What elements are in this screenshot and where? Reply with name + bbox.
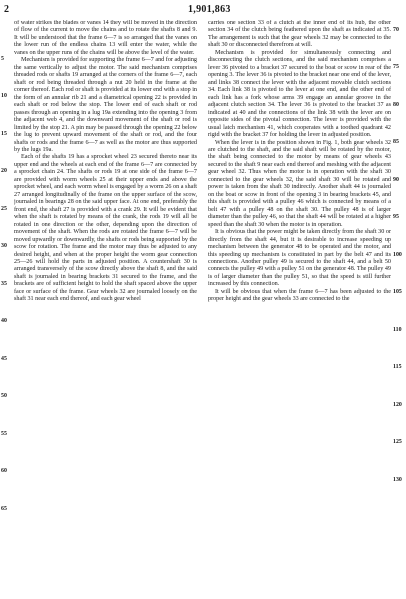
line-number: 5 (1, 56, 4, 62)
line-number: 65 (1, 506, 7, 512)
line-number: 75 (393, 64, 399, 70)
left-text-column (14, 20, 197, 594)
paragraph: carries one section 33 of a clutch at the inner end of its hub, the other section 34 of the clutch being feathered upon the shaft as indicated at 35. The arrangement is such that the gear wheels 32 may be connected to the shaft 30 or disconnected therefrom at will. (208, 20, 391, 49)
line-number: 100 (393, 252, 402, 258)
line-number: 90 (393, 177, 399, 183)
right-text-column (208, 20, 391, 594)
line-number: 85 (393, 139, 399, 145)
line-number: 80 (393, 102, 399, 108)
line-number: 115 (393, 364, 402, 370)
line-number: 25 (1, 206, 7, 212)
line-number: 120 (393, 402, 402, 408)
paragraph: It is obvious that the power might be taken directly from the shaft 30 or directly from the shaft 44, but it is desirable to increase speeding up mechanism between the generator 48 to be operated and the motor, and this speeding up mechanism is constituted in part by the belt 47 and its connections. Another pulley 49 is secured to the shaft 44, and a belt 50 connects the pulley 49 with a pulley 51 on the generator 48. The pulley 49 is of larger diameter than the pulley 51, so that the speed is still further increased by this connection. (208, 229, 391, 288)
line-number: 10 (1, 93, 7, 99)
line-number: 110 (393, 327, 402, 333)
line-number: 55 (1, 431, 7, 437)
line-number: 15 (1, 131, 7, 137)
line-number: 60 (1, 468, 7, 474)
page-number: 2 (4, 4, 9, 15)
line-number: 20 (1, 168, 7, 174)
line-number: 50 (1, 393, 7, 399)
line-number: 35 (1, 281, 7, 287)
patent-number: 1,901,863 (188, 4, 231, 15)
line-number: 105 (393, 289, 402, 295)
paragraph: Mechanism is provided for supporting the frame 6—7 and for adjusting the same vertically to adjust the motor. The said mechanism comprises threaded rods or shafts 19 arranged at the corners of the frame 6—7, each shaft or rod being threaded through a nut 20 held in the frame at the corner thereof. Each rod or shaft is provided at its lower end with a stop in the form of an annular rib 21 and a diametrical opening 22 is provided in each shaft or rod below the stop. The lower end of each shaft or rod passes through an opening in a lug 19a extending into the opening 3 from the adjacent web 4, and the downward movement of the shaft or rod is limited by the stop 21. A pin may be passed through the opening 22 below the lug to prevent upward movement of the shaft or rod, and the four shafts or rods and the frame 6—7 as well as the motor are thus supported by the lugs 19a. (14, 57, 197, 153)
line-number: 130 (393, 477, 402, 483)
line-number: 40 (1, 318, 7, 324)
line-number: 95 (393, 214, 399, 220)
paragraph: When the lever is in the position shown in Fig. 1, both gear wheels 32 are clutched to the shaft, and the said shaft will be rotated by the motor, the shaft being connected to the motor by means of gear wheels 43 secured to the shaft 9 near each end thereof and meshing with the adjacent gear wheel 32. Thus when the motor is in operation with the shaft 30 connected to the gear wheels 32, the said shaft 30 will be rotated and power is taken from the shaft 30 indirectly. Another shaft 44 is journaled on the boat or scow in front of the opening 3 in bearing brackets 45, and this shaft is provided with a pulley 46 which is connected by means of a belt 47 with a pulley 48 on the shaft 30. The pulley 48 is of larger diameter than the pulley 46, so that the shaft 44 will be rotated at a higher speed than the shaft 30 when the motor is in operation. (208, 139, 391, 228)
paragraph: Each of the shafts 19 has a sprocket wheel 23 secured thereto near its upper end and the wheels at each end of the frame 6—7 are connected by a sprocket chain 24. The shafts or rods 19 at one side of the frame 6—7 are provided with worm wheels 25 at their upper ends and above the sprocket wheel, and each worm wheel is engaged by a worm 26 on a shaft 27 arranged longitudinally of the frame on the upper surface of the scow, journaled in bearings 28 on the said upper face. At one end, preferably the front end, the shaft 27 is provided with a crank 29. It will be evident that when the shaft is rotated by means of the crank, the rods 19 will all be rotated in one direction or the other, depending upon the direction of movement of the shaft. When the rods are rotated the frame 6—7 will be moved upwardly or downwardly, the shafts or rods being supported by the scow for rotation. The frame and the motor may thus be adjusted to any desired height, and when at the proper height the worm gear connection 25—26 will hold the parts in adjusted position. A countershaft 30 is arranged transversely of the scow directly above the shaft 8, and the said shaft is journaled in bearing brackets 31 secured to the frame, and the brackets are of sufficient height to hold the shaft spaced above the upper face or surface of the frame. Gear wheels 32 are journaled loosely on the shaft 31 near each end thereof, and each gear wheel (14, 154, 197, 303)
paragraph: Mechanism is provided for simultaneously connecting and disconnecting the clutch sections, and the said mechanism comprises a lever 36 pivoted to a bracket 37 secured to the boat or scow in rear of the opening 3. The lever 36 is pivoted to the bracket near one end of the lever, and links 38 connect the lever with the adjacent movable clutch sections 34. Each link 38 is pivoted to the lever at one end, and the other end of each link has a fork whose arms 39 engage an annular groove in the adjacent clutch section 34. The lever 36 is pivoted to the bracket 37 as indicated at 40 and the connections of the link 38 with the lever are on opposite sides of the pivotal connection. The lever is provided with the usual latch mechanism 41, which cooperates with a toothed quadrant 42 rigid with the bracket 37 for holding the lever in adjusted position. (208, 49, 391, 139)
paragraph: It will be obvious that when the frame 6—7 has been adjusted to the proper height and the gear wheels 33 are connected to the (208, 288, 391, 303)
line-number: 30 (1, 243, 7, 249)
line-number: 125 (393, 439, 402, 445)
paragraph: of water strikes the blades or vanes 14 they will be moved in the direction of flow of the current to move the chains and to rotate the shafts 8 and 9. It will be understood that the frame 6—7 is so arranged that the vanes on the lower run of the endless chains 13 will enter the water, while the vanes on the upper runs of the chains will be above the level of the water. (14, 20, 197, 56)
line-number: 45 (1, 356, 7, 362)
line-number: 70 (393, 27, 399, 33)
